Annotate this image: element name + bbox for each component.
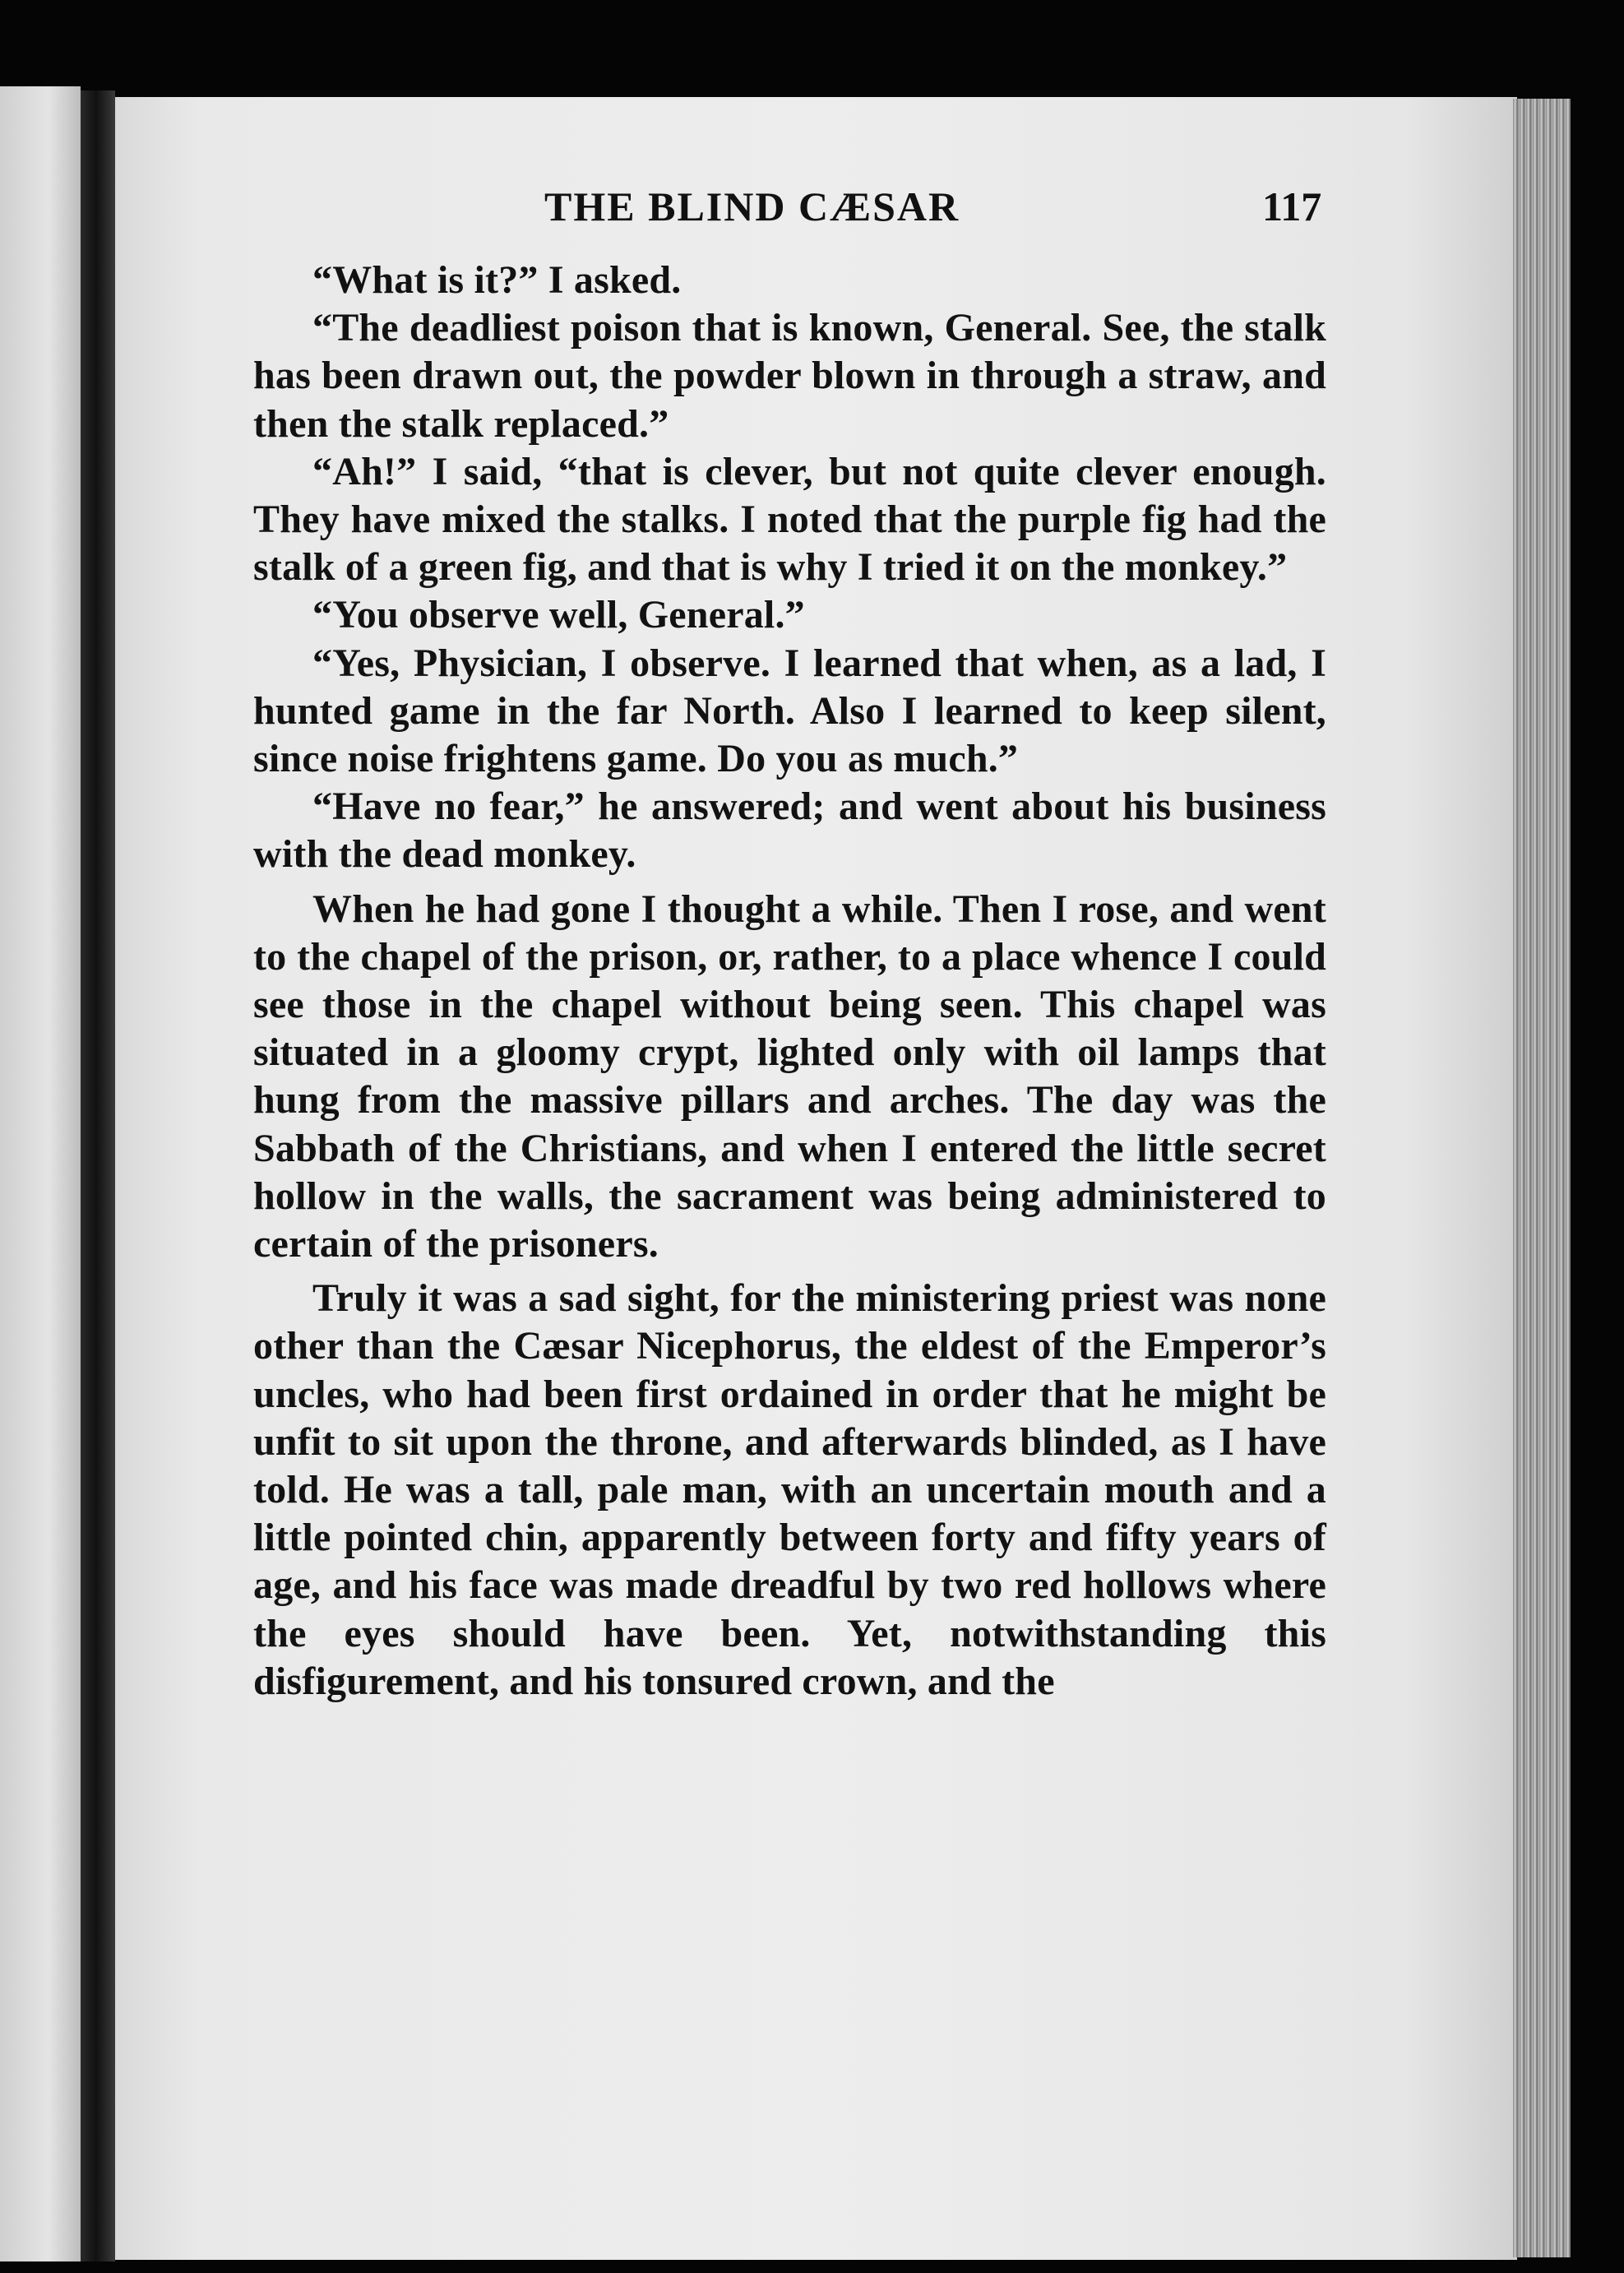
paragraph: “What is it?” I asked. (312, 258, 682, 302)
paragraph: When he had gone I thought a while. Then I rose, and went to the chapel of the prison, or, rather, to a place whence I could see those in the chapel without being seen. This chapel was situated in a gloomy crypt, lighted only with oil lamps that hung from the massive pillars and arches. The day was the Sabbath of the Christians, and when I entered the little secret hollow in the walls, the sacrament was being administered to certain of the prisoners. (253, 887, 1326, 1266)
paragraph: “You observe well, General.” (312, 593, 805, 637)
binding-gutter (81, 90, 115, 2261)
body-text (253, 257, 1326, 1706)
paragraph: “Have no fear,” he answered; and went about his business with the dead monkey. (253, 785, 1326, 877)
paragraph: “Ah!” I said, “that is clever, but not quite clever enough. They have mixed the stalks. I noted that the purple fig had the stalk of a green fig, and that is why I tried it on the monkey.” (253, 449, 1326, 590)
paragraph: “The deadliest poison that is known, General. See, the stalk has been drawn out, the powder blown in through a straw, and then the stalk replaced.” (253, 306, 1326, 446)
facing-page-edge (0, 86, 81, 2261)
page-number: 117 (1262, 183, 1322, 229)
page-fore-edge (1513, 99, 1571, 2257)
paragraph: Truly it was a sad sight, for the ministering priest was none other than the Cæsar Nicephorus, the eldest of the Emperor’s uncles, who had been first ordained in order that he might be unfit to sit upon the throne, and afterwards blinded, as I have told. He was a tall, pale man, with an uncertain mouth and a little pointed chin, apparently between forty and fifty years of age, and his face was made dreadful by two red hollows where the eyes should have been. Yet, notwithstanding this disfigurement, and his tonsured crown, and the (253, 1276, 1326, 1703)
running-title: THE BLIND CÆSAR (544, 183, 960, 229)
paragraph: “Yes, Physician, I observe. I learned that when, as a lad, I hunted game in the far North. Also I learned to keep silent, since noise frightens game. Do you as much.” (253, 641, 1326, 781)
